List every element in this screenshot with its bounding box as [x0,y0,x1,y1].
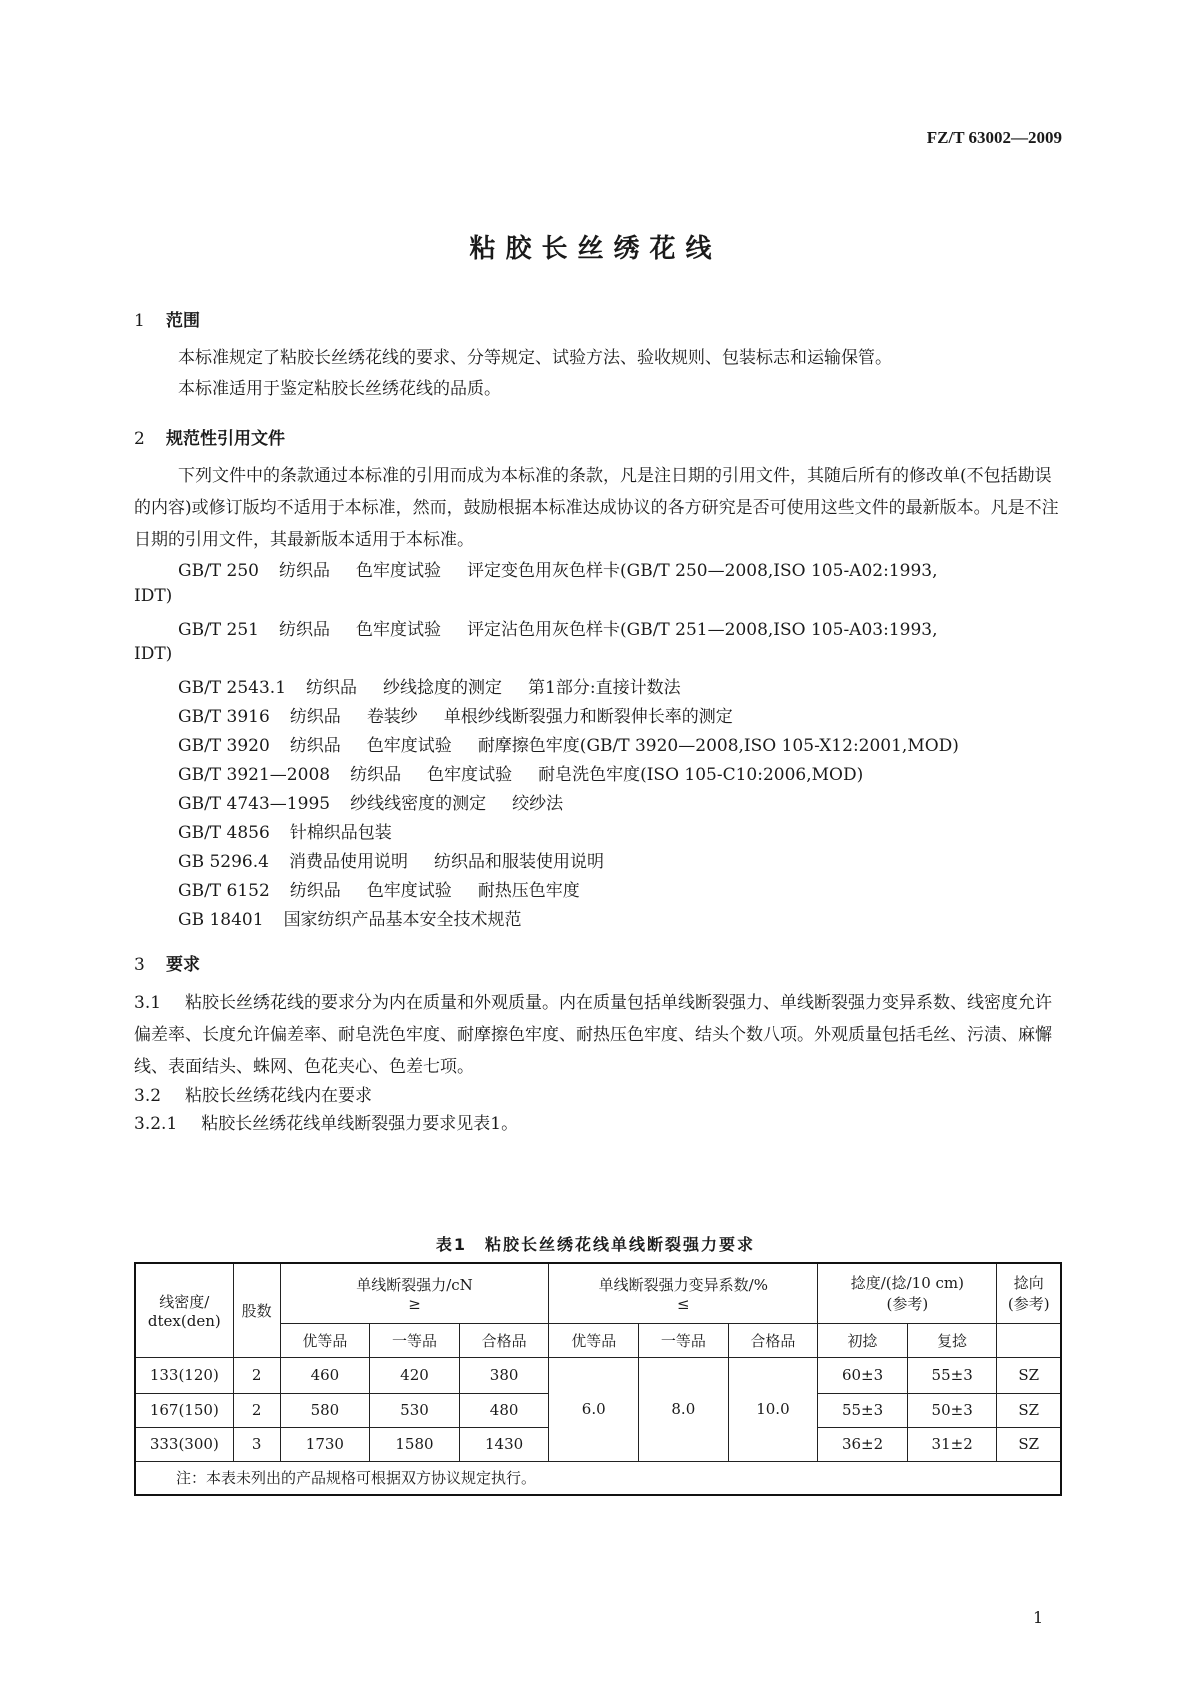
header-text: dtex(den) [147,1311,221,1330]
page-number: 1 [1033,1608,1044,1627]
table-cell: 2 [233,1393,280,1427]
reference-continuation: IDT) [134,586,173,606]
table-cell: 167(150) [135,1393,233,1427]
header-symbol: ≥ [408,1294,421,1313]
header-twist [818,1263,997,1323]
clause-3-2 [134,1081,372,1106]
header-text: (参考) [886,1295,929,1314]
table-cell: 380 [459,1357,549,1393]
table-note: 注：本表未列出的产品规格可根据双方协议规定执行。 [135,1461,1061,1495]
table-cell: 55±3 [818,1393,908,1427]
subheader-cell [997,1323,1061,1357]
paragraph: 本标准规定了粘胶长丝绣花线的要求、分等规定、试验方法、验收规则、包装标志和运输保管。 [178,348,892,368]
table-cell: 580 [280,1393,370,1427]
section-number: 1 [134,311,145,331]
table-cell: 1730 [280,1427,370,1461]
reference-code: GB 5296.4 [178,852,269,872]
reference-part: 消费品使用说明 [288,852,408,872]
reference-part: 单根纱线断裂强力和断裂伸长率的测定 [443,707,733,727]
reference-code: GB/T 3920 [178,736,270,756]
table-cell: 460 [280,1357,370,1393]
header-direction [997,1263,1061,1323]
clause-number: 3.2.1 [134,1114,178,1134]
section-title: 规范性引用文件 [166,429,285,449]
reference-code: GB/T 2543.1 [178,678,287,698]
clause-number: 3.2 [134,1086,162,1106]
table-cell: 420 [370,1357,460,1393]
reference-item [178,847,604,872]
table-cell: 36±2 [818,1427,908,1461]
reference-part: 耐皂洗色牢度(ISO 105-C10:2006,MOD) [538,765,864,785]
reference-part: 色牢度试验 [427,765,513,785]
reference-part: 色牢度试验 [356,620,441,640]
reference-part: 评定变色用灰色样卡(GB/T 250—2008,ISO 105-A02:1993, [467,561,938,581]
section-2-heading [134,424,285,449]
section-3-heading [134,950,200,975]
clause-3-1 [134,987,1062,1083]
reference-continuation: IDT) [134,644,173,664]
clause-text: 粘胶长丝绣花线的要求分为内在质量和外观质量。内在质量包括单线断裂强力、单线断裂强力变异系数、线密度允许偏差率、长度允许偏差率、耐皂洗色牢度、耐摩擦色牢度、耐热压色牢度、结头个数八项。外观质量包括毛丝、污渍、麻懈线、表面结头、蛛网、色花夹心、色差七项。 [134,993,1053,1077]
table-cell: 10.0 [728,1357,818,1461]
table-cell: 31±2 [907,1427,997,1461]
reference-part: 纺织品 [279,561,330,581]
header-cv [549,1263,818,1323]
subheader-cell: 一等品 [639,1323,729,1357]
document-title: 粘胶长丝绣花线 [469,234,722,264]
header-text: 单线断裂强力变异系数/% [598,1275,768,1294]
reference-code: GB/T 251 [178,620,259,640]
header-text: 捻向 [1013,1274,1044,1293]
table-cell: 3 [233,1427,280,1461]
header-density [135,1263,233,1357]
table-cell: 530 [370,1393,460,1427]
header-symbol: ≤ [677,1294,690,1313]
table-cell: 55±3 [907,1357,997,1393]
reference-part: 纺织品 [306,678,358,698]
header-text: 单线断裂强力/cN [356,1275,473,1294]
reference-part: 纱线捻度的测定 [383,678,503,698]
reference-item [178,789,563,814]
reference-part: 纺织品 [289,881,341,901]
reference-part: 色牢度试验 [366,881,452,901]
reference-part: 纺织品 [289,736,341,756]
subheader-cell: 一等品 [370,1323,460,1357]
table-title: 表1 粘胶长丝绣花线单线断裂强力要求 [435,1235,756,1254]
subheader-cell: 初捻 [818,1323,908,1357]
reference-item [178,731,959,756]
table-cell: 333(300) [135,1427,233,1461]
reference-item [178,876,580,901]
subheader-cell: 优等品 [280,1323,370,1357]
reference-item [178,673,681,698]
section-title: 范围 [166,311,200,331]
header-strength [280,1263,549,1323]
table-cell: 1580 [370,1427,460,1461]
table-row [135,1357,1061,1393]
section-1-heading [134,306,200,331]
table-cell: SZ [997,1357,1061,1393]
table-cell: 1430 [459,1427,549,1461]
subheader-cell: 合格品 [459,1323,549,1357]
clause-text: 粘胶长丝绣花线内在要求 [185,1086,373,1106]
reference-part: 耐摩擦色牢度(GB/T 3920—2008,ISO 105-X12:2001,MOD) [477,736,959,756]
reference-item [178,905,522,930]
reference-part: 纺织品 [279,620,330,640]
table-note-row [135,1461,1061,1495]
strength-table [134,1262,1062,1496]
table-header-row [135,1263,1061,1323]
table-cell: 480 [459,1393,549,1427]
reference-code: GB/T 6152 [178,881,270,901]
clause-text: 粘胶长丝绣花线单线断裂强力要求见表1。 [201,1114,519,1134]
reference-item [178,615,938,640]
header-text: 线密度/ [159,1292,210,1311]
reference-part: 国家纺织产品基本安全技术规范 [283,910,522,930]
paragraph: 本标准适用于鉴定粘胶长丝绣花线的品质。 [178,379,501,399]
table-cell: 2 [233,1357,280,1393]
reference-code: GB/T 4856 [178,823,270,843]
header-text: (参考) [1007,1295,1050,1314]
reference-code: GB/T 3916 [178,707,270,727]
reference-code: GB 18401 [178,910,264,930]
reference-part: 耐热压色牢度 [477,881,580,901]
section-number: 3 [134,955,145,975]
subheader-cell: 复捻 [907,1323,997,1357]
reference-part: 针棉织品包装 [289,823,392,843]
table-cell: 6.0 [549,1357,639,1461]
clause-3-2-1 [134,1109,518,1134]
subheader-cell: 优等品 [549,1323,639,1357]
reference-part: 纺织品和服装使用说明 [433,852,604,872]
reference-part: 评定沾色用灰色样卡(GB/T 251—2008,ISO 105-A03:1993, [467,620,938,640]
table-cell: 50±3 [907,1393,997,1427]
subheader-cell: 合格品 [728,1323,818,1357]
reference-part: 第1部分:直接计数法 [528,678,681,698]
header-ply: 股数 [233,1263,280,1357]
reference-part: 纱线线密度的测定 [350,794,487,814]
reference-item [178,818,392,843]
reference-part: 绞纱法 [512,794,564,814]
reference-code: GB/T 250 [178,561,259,581]
reference-part: 色牢度试验 [356,561,441,581]
reference-item [178,760,863,785]
section-number: 2 [134,429,145,449]
table-cell: 133(120) [135,1357,233,1393]
table-cell: SZ [997,1427,1061,1461]
reference-item [178,702,733,727]
reference-code: GB/T 4743—1995 [178,794,331,814]
reference-part: 纺织品 [350,765,402,785]
reference-code: GB/T 3921—2008 [178,765,331,785]
table-cell: 8.0 [639,1357,729,1461]
reference-part: 纺织品 [289,707,341,727]
clause-number: 3.1 [134,993,162,1013]
header-text: 捻度/(捻/10 cm) [850,1274,964,1293]
section-title: 要求 [166,955,200,975]
reference-part: 卷装纱 [366,707,418,727]
intro-paragraph: 下列文件中的条款通过本标准的引用而成为本标准的条款，凡是注日期的引用文件，其随后所有的修改单(不包括勘误的内容)或修订版均不适用于本标准，然而，鼓励根据本标准达成协议的各方研究是否可使用这些文件的最新版本。凡是不注日期的引用文件，其最新版本适用于本标准。 [134,466,1059,550]
table-cell: 60±3 [818,1357,908,1393]
reference-item [178,556,938,581]
reference-part: 色牢度试验 [366,736,452,756]
table-cell: SZ [997,1393,1061,1427]
standard-code: FZ/T 63002—2009 [926,128,1062,147]
